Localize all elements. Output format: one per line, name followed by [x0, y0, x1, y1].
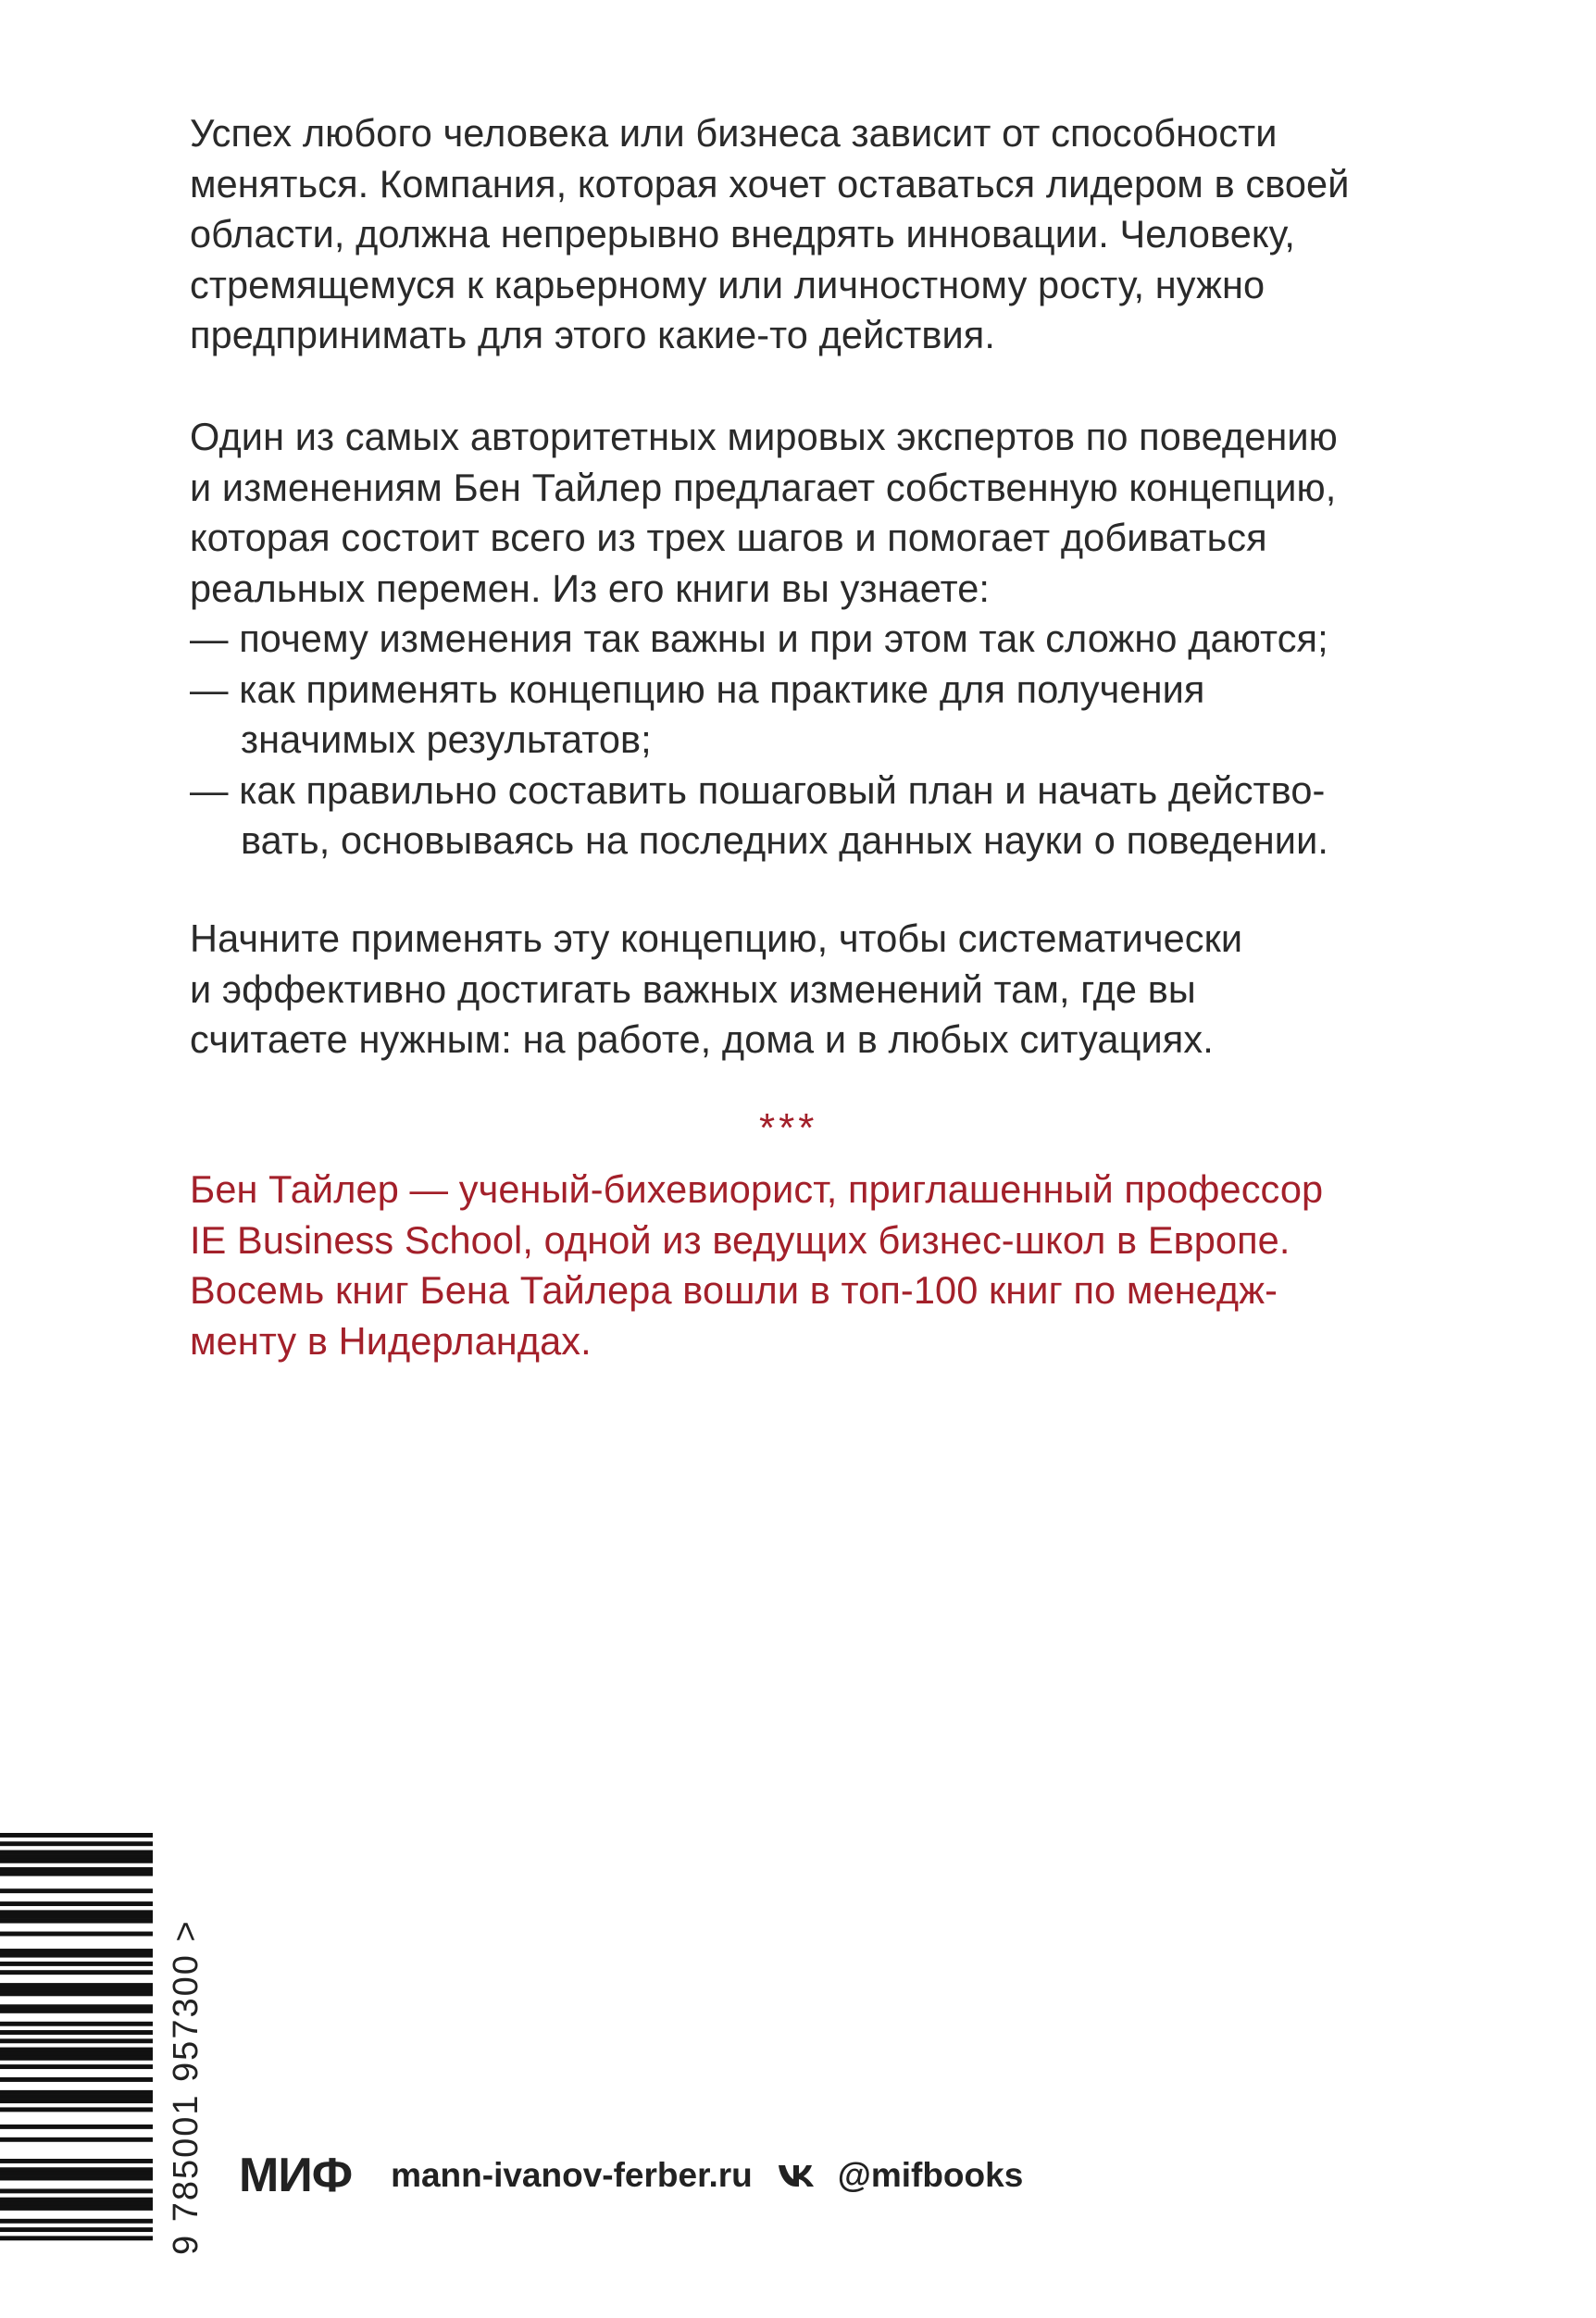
intro-paragraph	[190, 108, 1449, 361]
social-handle[interactable]: @mifbooks	[837, 2156, 1024, 2194]
publisher-website[interactable]: mann-ivanov-ferber.ru	[391, 2156, 753, 2194]
barcode-bar	[0, 1919, 153, 1924]
barcode-bar	[0, 2004, 153, 2009]
barcode-bar	[0, 1949, 153, 1953]
barcode-bar	[0, 2064, 153, 2069]
barcode-bar	[0, 2051, 153, 2056]
author-bio-line: IE Business School, одной из ведущих бизнес-школ в Европе.	[190, 1217, 1291, 1262]
barcode-bar	[0, 1841, 153, 1846]
benefit-item: — как применять концепцию на практике для получения	[190, 667, 1205, 711]
publisher-footer	[239, 2148, 1023, 2203]
barcode-bar	[0, 2159, 153, 2163]
closing-line: Начните применять эту концепцию, чтобы систематически	[190, 916, 1243, 960]
benefit-item: — почему изменения так важны и при этом так сложно даются;	[190, 617, 1328, 660]
barcode-bar	[0, 2077, 153, 2082]
benefit-item-continuation: значимых результатов;	[241, 717, 652, 761]
barcode-bar	[0, 1962, 153, 1966]
barcode-bar	[0, 2219, 153, 2224]
barcode-bar	[0, 2125, 153, 2129]
barcode-bar	[0, 2038, 153, 2043]
barcode-bar	[0, 2099, 153, 2103]
barcode-bar	[0, 2167, 153, 2172]
barcode-bar	[0, 1970, 153, 1975]
author-bio-line: менту в Нидерландах.	[190, 1318, 592, 1363]
barcode-bar	[0, 1953, 153, 1958]
barcode-bar	[0, 1910, 153, 1914]
barcode-bar	[0, 1867, 153, 1872]
concept-line: реальных перемен. Из его книги вы узнаете:	[190, 566, 991, 610]
benefit-item: — как правильно составить пошаговый план и начать действо-	[190, 767, 1326, 812]
barcode-bar	[0, 2176, 153, 2181]
barcode-bar	[0, 2090, 153, 2095]
concept-line: и изменениям Бен Тайлер предлагает собственную концепцию,	[190, 465, 1337, 509]
barcode-bar	[0, 2206, 153, 2211]
publisher-logo: МИФ	[239, 2149, 353, 2202]
barcode-bar	[0, 2201, 153, 2206]
barcode-bar	[0, 2022, 153, 2026]
barcode-bar	[0, 2137, 153, 2142]
barcode-bar	[0, 2172, 153, 2176]
barcode-bar	[0, 1859, 153, 1863]
barcode-bar	[0, 1851, 153, 1855]
closing-paragraph	[190, 914, 1449, 1066]
barcode-bar	[0, 2056, 153, 2061]
barcode-bar	[0, 2107, 153, 2112]
benefit-list	[190, 614, 1449, 866]
intro-line: стремящемуся к карьерному или личностному росту, нужно	[190, 262, 1266, 306]
barcode-bar	[0, 1932, 153, 1937]
barcode-bar	[0, 1888, 153, 1893]
barcode-bar	[0, 1872, 153, 1876]
barcode-bar	[0, 2095, 153, 2100]
intro-line: предпринимать для этого какие-то действия.	[190, 313, 995, 356]
closing-line: считаете нужным: на работе, дома и в любых ситуациях.	[190, 1017, 1214, 1061]
barcode-bar	[0, 2030, 153, 2035]
barcode-bar	[0, 2188, 153, 2193]
concept-line: Один из самых авторитетных мировых экспертов по поведению	[190, 415, 1338, 458]
author-bio	[190, 1165, 1449, 1366]
barcode-bar	[0, 1854, 153, 1859]
barcode-bar	[0, 1833, 153, 1838]
isbn-digits: 9 785001 957300 >	[167, 1919, 206, 2255]
section-separator: ***	[759, 1105, 818, 1151]
concept-paragraph	[190, 412, 1449, 866]
barcode-bar	[0, 2198, 153, 2202]
barcode-bar	[0, 1991, 153, 1996]
barcode-bar	[0, 2009, 153, 2013]
isbn-barcode	[0, 1824, 153, 2249]
author-bio-line: Бен Тайлер — ученый-бихевиорист, приглашенный профессор	[190, 1167, 1324, 1211]
benefit-item-continuation: вать, основываясь на последних данных науки о поведении.	[241, 818, 1328, 862]
intro-line: меняться. Компания, которая хочет оставаться лидером в своей	[190, 161, 1350, 206]
barcode-bar	[0, 1988, 153, 1992]
concept-line: которая состоит всего из трех шагов и помогает добиваться	[190, 516, 1267, 559]
closing-line: и эффективно достигать важных изменений там, где вы	[190, 966, 1196, 1011]
barcode-bar	[0, 2048, 153, 2052]
intro-line: Успех любого человека или бизнеса зависит от способности	[190, 111, 1278, 155]
author-bio-line: Восемь книг Бена Тайлера вошли в топ-100 книг по менедж-	[190, 1268, 1278, 1312]
barcode-bar	[0, 1901, 153, 1906]
barcode-bar	[0, 2227, 153, 2232]
barcode-bar	[0, 1983, 153, 1988]
intro-line: области, должна непрерывно внедрять инновации. Человеку,	[190, 212, 1295, 255]
vk-icon[interactable]	[777, 2162, 817, 2188]
barcode-bar	[0, 2236, 153, 2240]
barcode-bar	[0, 1914, 153, 1919]
